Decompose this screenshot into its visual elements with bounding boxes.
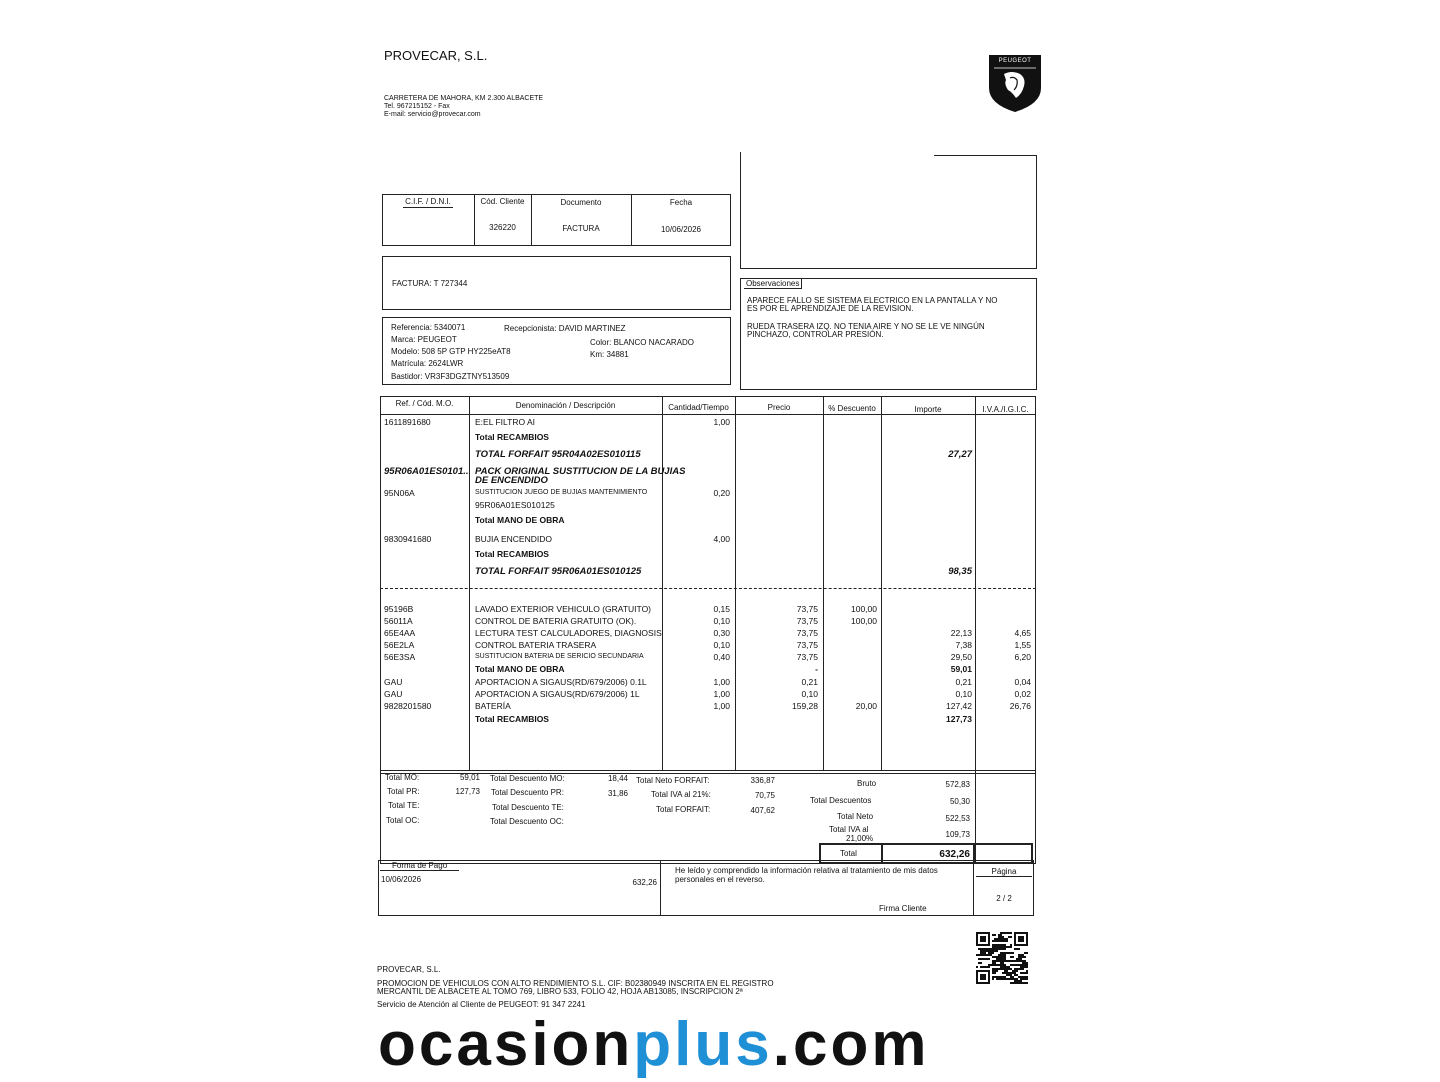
line-vat-cell: 0,02 [1014, 689, 1031, 699]
net-forfait-value: 336,87 [750, 776, 775, 785]
header-client-label: Cód. Cliente [480, 197, 525, 206]
line-qty-cell: 1,00 [713, 417, 730, 427]
discount-oc-label: Total Descuento OC: [490, 817, 564, 826]
line-desc-cell: LAVADO EXTERIOR VEHICULO (GRATUITO) [475, 604, 652, 614]
discount-te-label: Total Descuento TE: [492, 803, 564, 812]
line-amount-cell: 22,13 [950, 628, 972, 638]
line-desc-cell: Total RECAMBIOS [475, 432, 549, 442]
header-date-label: Fecha [669, 198, 693, 207]
vehicle-km: Km: 34881 [590, 350, 629, 359]
company-phone: Tel. 967215152 - Fax [384, 103, 450, 110]
total-oc-label: Total OC: [386, 816, 420, 825]
line-ref-cell: 95196B [384, 604, 414, 614]
peugeot-lion-icon [986, 52, 1044, 114]
line-desc-cell: LECTURA TEST CALCULADORES, DIAGNOSIS [475, 628, 662, 638]
line-desc-cell: Total MANO DE OBRA [475, 515, 565, 525]
discount-pr-label: Total Descuento PR: [491, 788, 564, 797]
vehicle-model: Modelo: 508 5P GTP HY225eAT8 [391, 347, 511, 356]
line-desc-cell: 95R06A01ES010125 [475, 500, 555, 510]
col-header-ref: Ref. / Cód. M.O. [395, 399, 454, 408]
total-vat-label: Total IVA al [829, 825, 869, 834]
total-pr-value: 127,73 [455, 787, 480, 796]
line-desc-cell: Total RECAMBIOS [475, 549, 549, 559]
line-desc-cell: BUJIA ENCENDIDO [475, 534, 552, 544]
vehicle-receptionist: Recepcionista: DAVID MARTINEZ [504, 324, 626, 333]
total-forfait-value: 407,62 [750, 806, 775, 815]
observations-line2: ES POR EL APRENDIZAJE DE LA REVISION. [747, 304, 914, 313]
line-ref-cell: 95R06A01ES0101.. [384, 466, 469, 477]
total-discounts-label: Total Descuentos [810, 796, 872, 805]
line-price-cell: 159,28 [792, 701, 818, 711]
line-qty-cell: 1,00 [713, 701, 730, 711]
grand-total-label: Total [840, 849, 857, 858]
total-mo-value: 59,01 [459, 773, 480, 782]
document-type: FACTURA [562, 224, 600, 233]
line-qty-cell: 1,00 [713, 677, 730, 687]
line-desc-cell: SUSTITUCION BATERIA DE SERICIO SECUNDARIA [475, 653, 644, 660]
vehicle-brand: Marca: PEUGEOT [391, 335, 457, 344]
invoice-date: 10/06/2026 [660, 225, 702, 234]
line-desc-cell: Total MANO DE OBRA [475, 664, 565, 674]
line-amount-cell: 0,10 [955, 689, 972, 699]
line-qty-cell: 4,00 [713, 534, 730, 544]
company-name: PROVECAR, S.L. [384, 48, 488, 63]
line-ref-cell: 56E2LA [384, 640, 415, 650]
line-desc-cell: SUSTITUCION JUEGO DE BUJIAS MANTENIMIENTO [475, 489, 648, 496]
line-amount-cell: 27,27 [948, 449, 972, 460]
line-ref-cell: 56011A [384, 616, 413, 626]
col-header-price: Precio [767, 403, 791, 412]
qr-code-icon [976, 932, 1028, 984]
line-desc-cell: BATERÍA [475, 701, 511, 711]
line-price-cell: 0,21 [801, 677, 818, 687]
discount-mo-label: Total Descuento MO: [490, 774, 565, 783]
line-vat-cell: 1,55 [1014, 640, 1031, 650]
logo-text: PEUGEOT [998, 58, 1032, 64]
vehicle-vin: Bastidor: VR3F3DGZTNY513509 [391, 372, 510, 381]
line-desc-cell: CONTROL BATERIA TRASERA [475, 640, 597, 650]
observations-line4: PINCHAZO, CONTROLAR PRESIÓN. [747, 330, 884, 339]
total-vat-value: 109,73 [945, 830, 970, 839]
line-price-cell: 73,75 [796, 640, 818, 650]
line-qty-cell: 0,10 [713, 616, 730, 626]
footer-registry-line1: PROMOCION DE VEHICULOS CON ALTO RENDIMIENTO S.L. CIF: B02380949 INSCRITA EN EL REGISTRO [377, 979, 774, 988]
line-ref-cell: GAU [384, 677, 403, 687]
line-desc-cell: TOTAL FORFAIT 95R04A02ES010115 [475, 449, 641, 460]
line-price-cell: 73,75 [796, 604, 818, 614]
line-amount-cell: 98,35 [948, 566, 972, 577]
line-price-cell: 0,10 [801, 689, 818, 699]
vat-forfait-label: Total IVA al 21%: [651, 790, 711, 799]
customer-signature-label: Firma Cliente [879, 904, 927, 913]
company-address: CARRETERA DE MAHORA, KM 2.300 ALBACETE [384, 95, 544, 102]
vat-forfait-value: 70,75 [754, 791, 775, 800]
col-header-discount: % Descuento [828, 404, 876, 413]
total-te-label: Total TE: [388, 801, 420, 810]
discount-mo-value: 18,44 [607, 774, 628, 783]
line-amount-cell: 29,50 [950, 652, 972, 662]
payment-date: 10/06/2026 [381, 875, 422, 884]
grand-total-value: 632,26 [939, 849, 970, 860]
privacy-notice-line2: personales en el reverso. [675, 875, 765, 884]
ocasionplus-watermark [378, 1008, 929, 1082]
vehicle-reference: Referencia: 5340071 [391, 323, 466, 332]
gross-value: 572,83 [945, 780, 970, 789]
line-ref-cell: 65E4AA [384, 628, 416, 638]
line-vat-cell: 4,65 [1014, 628, 1031, 638]
observations-line3: RUEDA TRASERA IZQ. NO TENIA AIRE Y NO SE LE VE NINGÚN [747, 322, 985, 331]
net-forfait-label: Total Neto FORFAIT: [636, 776, 710, 785]
total-pr-label: Total PR: [387, 787, 420, 796]
total-forfait-label: Total FORFAIT: [656, 805, 711, 814]
observations-label: Observaciones [744, 279, 802, 289]
payment-method-label: Forma de Pago [380, 861, 459, 871]
total-vat-rate: 21,00% [846, 834, 874, 843]
line-desc-cell: E:EL FILTRO AI [475, 417, 535, 427]
total-net-label: Total Neto [837, 812, 874, 821]
line-vat-cell: 6,20 [1014, 652, 1031, 662]
header-cif-label: C.I.F. / D.N.I. [405, 197, 451, 206]
line-amount-cell: 127,73 [946, 714, 972, 724]
invoice-number: FACTURA: T 727344 [392, 279, 468, 288]
line-qty-cell: 0,20 [713, 488, 730, 498]
footer-customer-service: Servicio de Atención al Cliente de PEUGEOT: 91 347 2241 [377, 1000, 586, 1009]
line-disc-cell: 100,00 [851, 604, 877, 614]
gross-label: Bruto [857, 779, 877, 788]
line-disc-cell: 20,00 [855, 701, 877, 711]
line-desc-cell: CONTROL DE BATERIA GRATUITO (OK). [475, 616, 637, 626]
line-ref-cell: 56E3SA [384, 652, 416, 662]
line-desc-cell: APORTACION A SIGAUS(RD/679/2006) 1L [475, 689, 640, 699]
col-header-vat: I.V.A./I.G.I.C. [982, 405, 1029, 414]
line-desc-cell: DE ENCENDIDO [475, 475, 548, 486]
line-ref-cell: 9828201580 [384, 701, 432, 711]
line-ref-cell: 95N06A [384, 488, 415, 498]
vehicle-plate: Matrícula: 2624LWR [391, 359, 464, 368]
observations-line1: APARECE FALLO SE SISTEMA ELECTRICO EN LA PANTALLA Y NO [747, 296, 998, 305]
line-ref-cell: 9830941680 [384, 534, 432, 544]
line-price-cell: 73,75 [796, 616, 818, 626]
footer-registry-line2: MERCANTIL DE ALBACETE AL TOMO 769, LIBRO 533, FOLIO 42, HOJA AB13085, INSCRIPCION 2ª [377, 987, 743, 996]
line-amount-cell: 59,01 [950, 664, 972, 674]
line-vat-cell: 26,76 [1009, 701, 1031, 711]
line-desc-cell: TOTAL FORFAIT 95R06A01ES010125 [475, 566, 642, 577]
line-desc-cell: Total RECAMBIOS [475, 714, 549, 724]
header-document-label: Documento [560, 198, 602, 207]
line-price-cell: 73,75 [796, 652, 818, 662]
payment-amount: 632,26 [632, 878, 657, 887]
page-number: 2 / 2 [996, 894, 1012, 903]
line-qty-cell: 0,15 [713, 604, 730, 614]
watermark-part-com: .com [772, 1010, 930, 1079]
watermark-part-plus: plus [633, 1010, 773, 1079]
company-email: E-mail: servicio@provecar.com [384, 111, 481, 118]
line-qty-cell: 0,40 [713, 652, 730, 662]
watermark-part-ocasion: ocasion [378, 1010, 634, 1079]
line-amount-cell: 0,21 [955, 677, 972, 687]
line-amount-cell: 127,42 [946, 701, 972, 711]
privacy-notice-line1: He leído y comprendido la información relativa al tratamiento de mis datos [675, 866, 938, 875]
page-label: Página [976, 867, 1032, 877]
line-qty-cell: 0,10 [713, 640, 730, 650]
col-header-amount: Importe [914, 405, 942, 414]
total-discounts-value: 50,30 [949, 797, 970, 806]
line-desc-cell: PACK ORIGINAL SUSTITUCION DE LA BUJIAS [475, 466, 686, 477]
line-desc-cell: APORTACION A SIGAUS(RD/679/2006) 0.1L [475, 677, 647, 687]
line-price-cell: - [815, 664, 818, 674]
vehicle-color: Color: BLANCO NACARADO [590, 338, 695, 347]
total-net-value: 522,53 [945, 814, 970, 823]
line-qty-cell: 1,00 [713, 689, 730, 699]
discount-pr-value: 31,86 [607, 789, 628, 798]
col-header-description: Denominación / Descripción [515, 401, 616, 410]
line-qty-cell: 0,30 [713, 628, 730, 638]
line-ref-cell: GAU [384, 689, 403, 699]
line-ref-cell: 1611891680 [384, 417, 431, 427]
line-price-cell: 73,75 [796, 628, 818, 638]
line-amount-cell: 7,38 [955, 640, 972, 650]
footer-company: PROVECAR, S.L. [377, 965, 441, 974]
line-disc-cell: 100,00 [851, 616, 877, 626]
total-mo-label: Total MO: [385, 773, 420, 782]
line-vat-cell: 0,04 [1014, 677, 1031, 687]
client-code: 326220 [489, 223, 516, 232]
col-header-quantity: Cantidad/Tiempo [668, 403, 729, 412]
